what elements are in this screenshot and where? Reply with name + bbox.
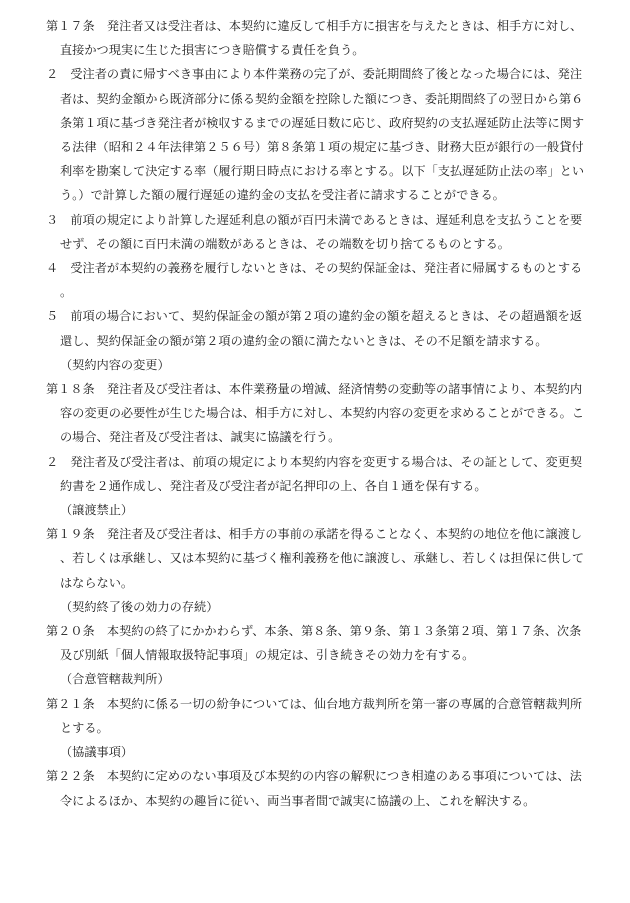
article-22-heading: （協議事項） xyxy=(60,745,134,760)
article-19-heading: （譲渡禁止） xyxy=(60,503,134,518)
article-20-para-1: 第２０条 本契約の終了にかかわらず、本条、第８条、第９条、第１３条第２項、第１７条、次条及び別紙「個人情報取扱特記事項」の規定は、引き続きその効力を有する。 xyxy=(46,624,582,663)
article-17-para-5: ５ 前項の場合において、契約保証金の額が第２項の違約金の額を超えるときは、その超過額を返還し、契約保証金の額が第２項の違約金の額に満たないときは、その不足額を請求する。 xyxy=(46,309,583,348)
document-page xyxy=(46,14,586,813)
article-22-para-1: 第２２条 本契約に定めのない事項及び本契約の内容の解釈につき相違のある事項については、法令によるほか、本契約の趣旨に従い、両当事者間で誠実に協議の上、これを解決する。 xyxy=(46,769,582,808)
article-18-para-1: 第１８条 発注者及び受注者は、本件業務量の増減、経済情勢の変動等の諸事情により、本契約内容の変更の必要性が生じた場合は、相手方に対し、本契約内容の変更を求めることができる。この場合、発注者及び受注者は、誠実に協議を行う。 xyxy=(46,382,585,445)
article-17-para-1: 第１７条 発注者又は受注者は、本契約に違反して相手方に損害を与えたときは、相手方に対し、直接かつ現実に生じた損害につき賠償する責任を負う。 xyxy=(46,19,583,58)
article-18-heading: （契約内容の変更） xyxy=(60,357,170,372)
article-21-heading: （合意管轄裁判所） xyxy=(60,672,170,687)
article-21-para-1: 第２１条 本契約に係る一切の紛争については、仙台地方裁判所を第一審の専属的合意管轄裁判所とする。 xyxy=(46,696,583,735)
article-17-para-3: ３ 前項の規定により計算した遅延利息の額が百円未満であるときは、遅延利息を支払うことを要せず、その額に百円未満の端数があるときは、その端数を切り捨てるものとする。 xyxy=(46,212,583,251)
article-19-para-1: 第１９条 発注者及び受注者は、相手方の事前の承諾を得ることなく、本契約の地位を他に譲渡し、若しくは承継し、又は本契約に基づく権利義務を他に譲渡し、承継し、若しくは担保に供してはならない。 xyxy=(46,527,585,590)
article-20-heading: （契約終了後の効力の存続） xyxy=(60,599,219,614)
article-17-para-4: ４ 受注者が本契約の義務を履行しないときは、その契約保証金は、発注者に帰属するものとする。 xyxy=(46,261,583,300)
article-18-para-2: ２ 発注者及び受注者は、前項の規定により本契約内容を変更する場合は、その証として、変更契約書を２通作成し、発注者及び受注者が記名押印の上、各自１通を保有する。 xyxy=(46,454,583,493)
article-17-para-2: ２ 受注者の責に帰すべき事由により本件業務の完了が、委託期間終了後となった場合には、発注者は、契約金額から既済部分に係る契約金額を控除した額につき、委託期間終了の翌日から第６条第１項に基づき発注者が検収するまでの遅延日数に応じ、政府契約の支払遅延防止法等に関する法律（昭和２４年法律第２５６号）第８条第１項の規定に基づき、財務大臣が銀行の一般貸付利率を勘案して決定する率（履行期日時点における率とする。以下「支払遅延防止法の率」という。）で計算した額の履行遅延の違約金の支払を受注者に請求することができる。 xyxy=(46,67,585,203)
